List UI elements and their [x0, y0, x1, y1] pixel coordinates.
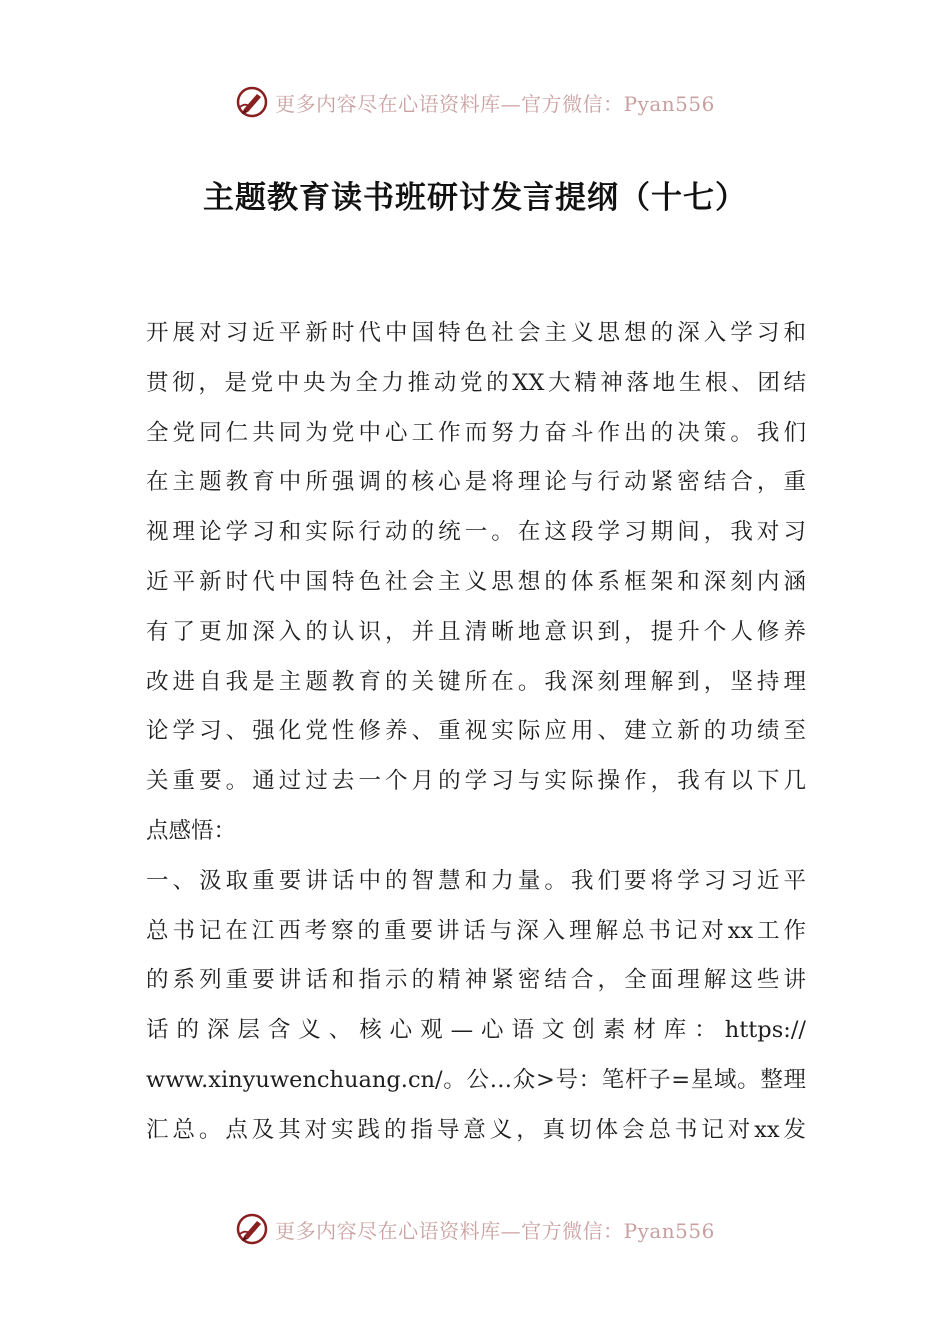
pen-logo-icon [235, 1212, 269, 1246]
body-line: 在主题教育中所强调的核心是将理论与行动紧密结合，重 [146, 469, 806, 496]
body-line: 汇总。点及其对实践的指导意义，真切体会总书记对xx发 [146, 1116, 806, 1143]
header-watermark-banner [0, 80, 950, 124]
watermark-text [275, 1215, 715, 1244]
body-line: 论学习、强化党性修养、重视实际应用、建立新的功绩至 [146, 718, 806, 745]
footer-watermark-banner [0, 1207, 950, 1251]
watermark-separator: — [500, 1218, 522, 1243]
body-line: www.xinyuwenchuang.cn/。公…众>号：笔杆子=星域。整理 [146, 1066, 806, 1093]
watermark-wechat-id: Pyan556 [623, 91, 715, 116]
body-line: 贯彻，是党中央为全力推动党的XX大精神落地生根、团结 [146, 369, 806, 396]
body-line: 有了更加深入的认识，并且清晰地意识到，提升个人修养 [146, 618, 806, 645]
watermark-main: 更多内容尽在心语资料库 [275, 91, 501, 116]
body-line: 全党同仁共同为党中心工作而努力奋斗作出的决策。我们 [146, 419, 806, 446]
document-body [146, 309, 806, 1156]
document-title: 主题教育读书班研讨发言提纲（十七） [203, 180, 747, 216]
body-line: 改进自我是主题教育的关键所在。我深刻理解到，坚持理 [146, 668, 806, 695]
watermark-main: 更多内容尽在心语资料库 [275, 1218, 501, 1243]
body-line: 视理论学习和实际行动的统一。在这段学习期间，我对习 [146, 519, 806, 546]
pen-logo-icon [235, 85, 269, 119]
body-line: 关重要。通过过去一个月的学习与实际操作，我有以下几 [146, 768, 806, 795]
watermark-text [275, 88, 715, 117]
body-line: 点感悟： [146, 817, 237, 844]
watermark-wechat-id: Pyan556 [623, 1218, 715, 1243]
body-line: 开展对习近平新时代中国特色社会主义思想的深入学习和 [146, 320, 806, 346]
body-line: 的系列重要讲话和指示的精神紧密结合，全面理解这些讲 [146, 967, 806, 994]
watermark-separator: — [500, 91, 522, 116]
body-line: 近平新时代中国特色社会主义思想的体系框架和深刻内涵 [146, 568, 806, 595]
body-line: 总书记在江西考察的重要讲话与深入理解总书记对xx工作 [146, 917, 806, 944]
watermark-wechat-label: 官方微信： [521, 91, 624, 116]
watermark-wechat-label: 官方微信： [521, 1218, 624, 1243]
body-line: 话的深层含义、核心观—心语文创素材库：https:// [146, 1017, 806, 1044]
body-line: 一、汲取重要讲话中的智慧和力量。我们要将学习习近平 [146, 867, 806, 894]
